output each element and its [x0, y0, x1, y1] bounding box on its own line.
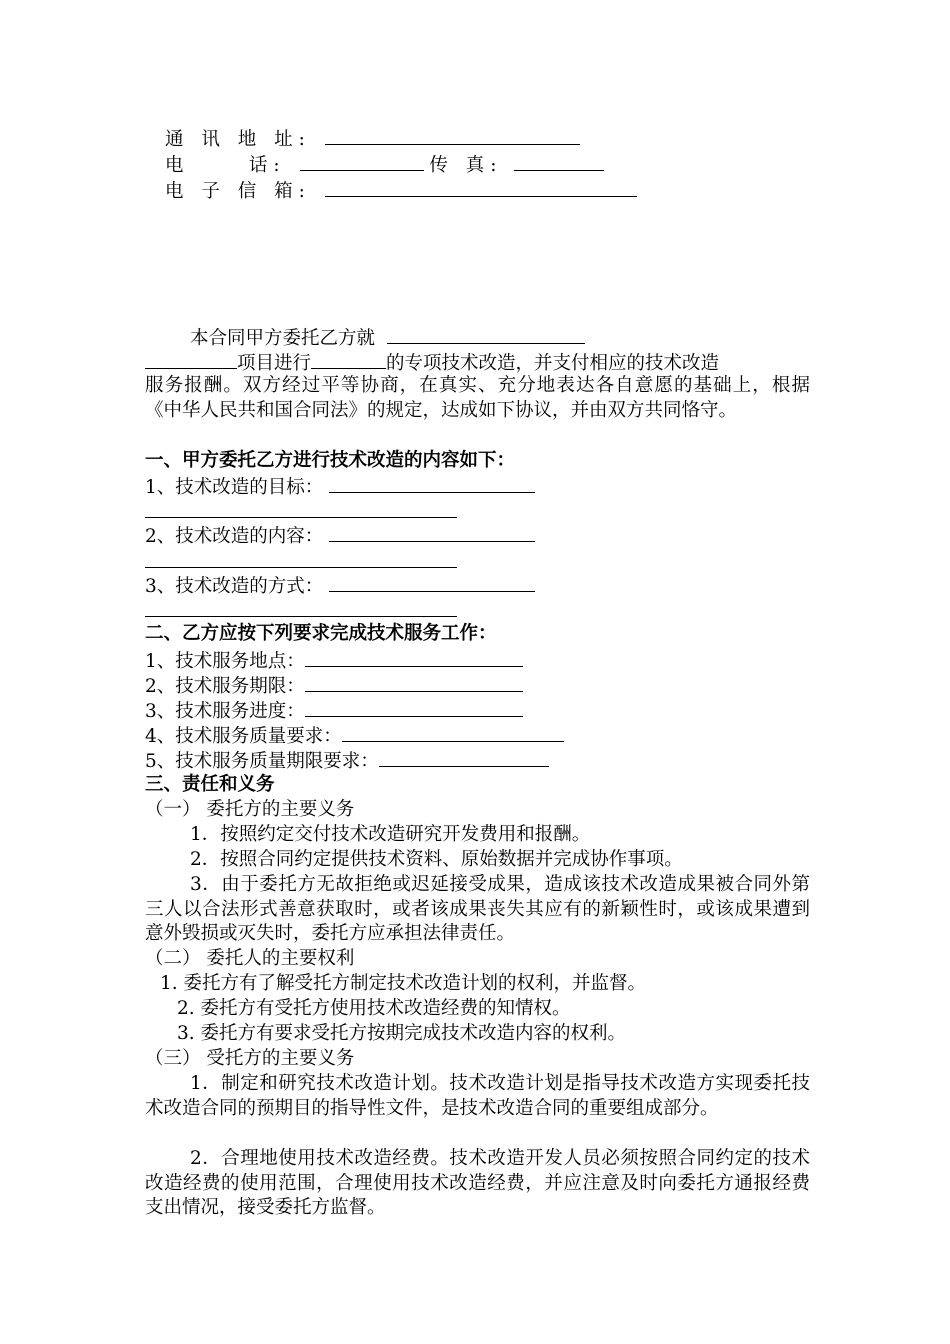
email-label: 电 子 信 箱:: [165, 181, 311, 202]
s3-sub2-item-2: 2. 委托方有受托方使用技术改造经费的知情权。: [177, 998, 571, 1019]
s2-item-2-blank[interactable]: [305, 673, 523, 692]
address-label: 通 讯 地 址:: [165, 129, 311, 150]
s1-item-1-rule[interactable]: [145, 517, 457, 518]
s3-sub1-item-1: 1．按照约定交付技术改造研究开发费用和报酬。: [190, 824, 591, 845]
s1-item-2-blank[interactable]: [329, 523, 535, 542]
fax-label: 传 真:: [429, 155, 503, 176]
section1-heading: 一、甲方委托乙方进行技术改造的内容如下：: [145, 450, 516, 471]
section2-heading: 二、乙方应按下列要求完成技术服务工作：: [145, 623, 497, 644]
s3-sub1-item-3: 3．由于委托方无故拒绝或迟延接受成果，造成该技术改造成果被合同外第三人以合法形式善意获取时，或者该成果丧失其应有的新颖性时，或该成果遭到意外毁损或灭失时，委托方应承担法律责任。: [145, 874, 810, 945]
s3-sub3-item-1: 1．制定和研究技术改造计划。技术改造计划是指导技术改造方实现委托技术改造合同的预期目的指导性文件，是技术改造合同的重要组成部分。: [145, 1073, 810, 1119]
s3-sub3-heading: （三） 受托方的主要义务: [145, 1048, 355, 1069]
phone-row: [165, 152, 604, 178]
s2-item-1: [145, 648, 523, 674]
s3-sub2-item-1: 1. 委托方有了解受托方制定技术改造计划的权利，并监督。: [160, 973, 647, 994]
s2-item-2: [145, 673, 523, 699]
s2-item-4-blank[interactable]: [342, 723, 564, 742]
s2-item-4-label: 4、技术服务质量要求：: [145, 726, 342, 747]
s2-item-5-blank[interactable]: [379, 748, 549, 767]
s3-sub1-item-2: 2．按照合同约定提供技术资料、原始数据并完成协作事项。: [190, 849, 683, 870]
email-blank[interactable]: [325, 178, 637, 197]
intro-line-1: [190, 325, 585, 351]
s3-sub1-heading: （一） 委托方的主要义务: [145, 799, 355, 820]
s1-item-2: [145, 523, 535, 549]
s1-item-3-rule[interactable]: [145, 616, 457, 617]
renovation-type-blank[interactable]: [311, 350, 386, 369]
s1-item-3: [145, 573, 535, 599]
s1-item-1: [145, 474, 535, 500]
intro-text-3: 的专项技术改造，并支付相应的技术改造: [386, 353, 720, 374]
s2-item-2-label: 2、技术服务期限：: [145, 676, 305, 697]
s2-item-3-label: 3、技术服务进度：: [145, 701, 305, 722]
s1-item-3-label: 3、技术改造的方式：: [145, 576, 324, 597]
s1-item-2-label: 2、技术改造的内容：: [145, 526, 324, 547]
project-blank-2[interactable]: [145, 350, 237, 369]
s2-item-1-label: 1、技术服务地点：: [145, 651, 305, 672]
s2-item-3: [145, 698, 523, 724]
intro-text-2: 项目进行: [237, 353, 312, 374]
address-blank[interactable]: [325, 126, 580, 145]
s1-item-1-label: 1、技术改造的目标：: [145, 477, 324, 498]
s3-sub3-item-2: 2．合理地使用技术改造经费。技术改造开发人员必须按照合同约定的技术改造经费的使用范围，合理使用技术改造经费，并应注意及时向委托方通报经费支出情况，接受委托方监督。: [145, 1148, 810, 1219]
s3-sub2-item-3: 3. 委托方有要求受托方按期完成技术改造内容的权利。: [177, 1023, 627, 1044]
s1-item-1-blank[interactable]: [329, 474, 535, 493]
phone-blank[interactable]: [300, 152, 424, 171]
s2-item-5-label: 5、技术服务质量期限要求：: [145, 751, 379, 772]
s1-item-2-rule[interactable]: [145, 567, 457, 568]
s2-item-3-blank[interactable]: [305, 698, 523, 717]
s3-sub2-heading: （二） 委托人的主要权利: [145, 948, 355, 969]
project-name-blank[interactable]: [387, 325, 585, 344]
s2-item-4: [145, 723, 564, 749]
phone-label: 电 话:: [165, 155, 286, 176]
s1-item-3-blank[interactable]: [329, 573, 535, 592]
intro-paragraph: 服务报酬。双方经过平等协商，在真实、充分地表达各自意愿的基础上，根据《中华人民共和国合同法》的规定，达成如下协议，并由双方共同恪守。: [145, 375, 810, 421]
s2-item-5: [145, 748, 549, 774]
fax-blank[interactable]: [514, 152, 604, 171]
address-row: [165, 126, 580, 152]
intro-line-2: [145, 350, 719, 376]
section3-heading: 三、责任和义务: [145, 774, 275, 795]
intro-text-1: 本合同甲方委托乙方就: [190, 328, 376, 349]
email-row: [165, 178, 637, 204]
s2-item-1-blank[interactable]: [305, 648, 523, 667]
